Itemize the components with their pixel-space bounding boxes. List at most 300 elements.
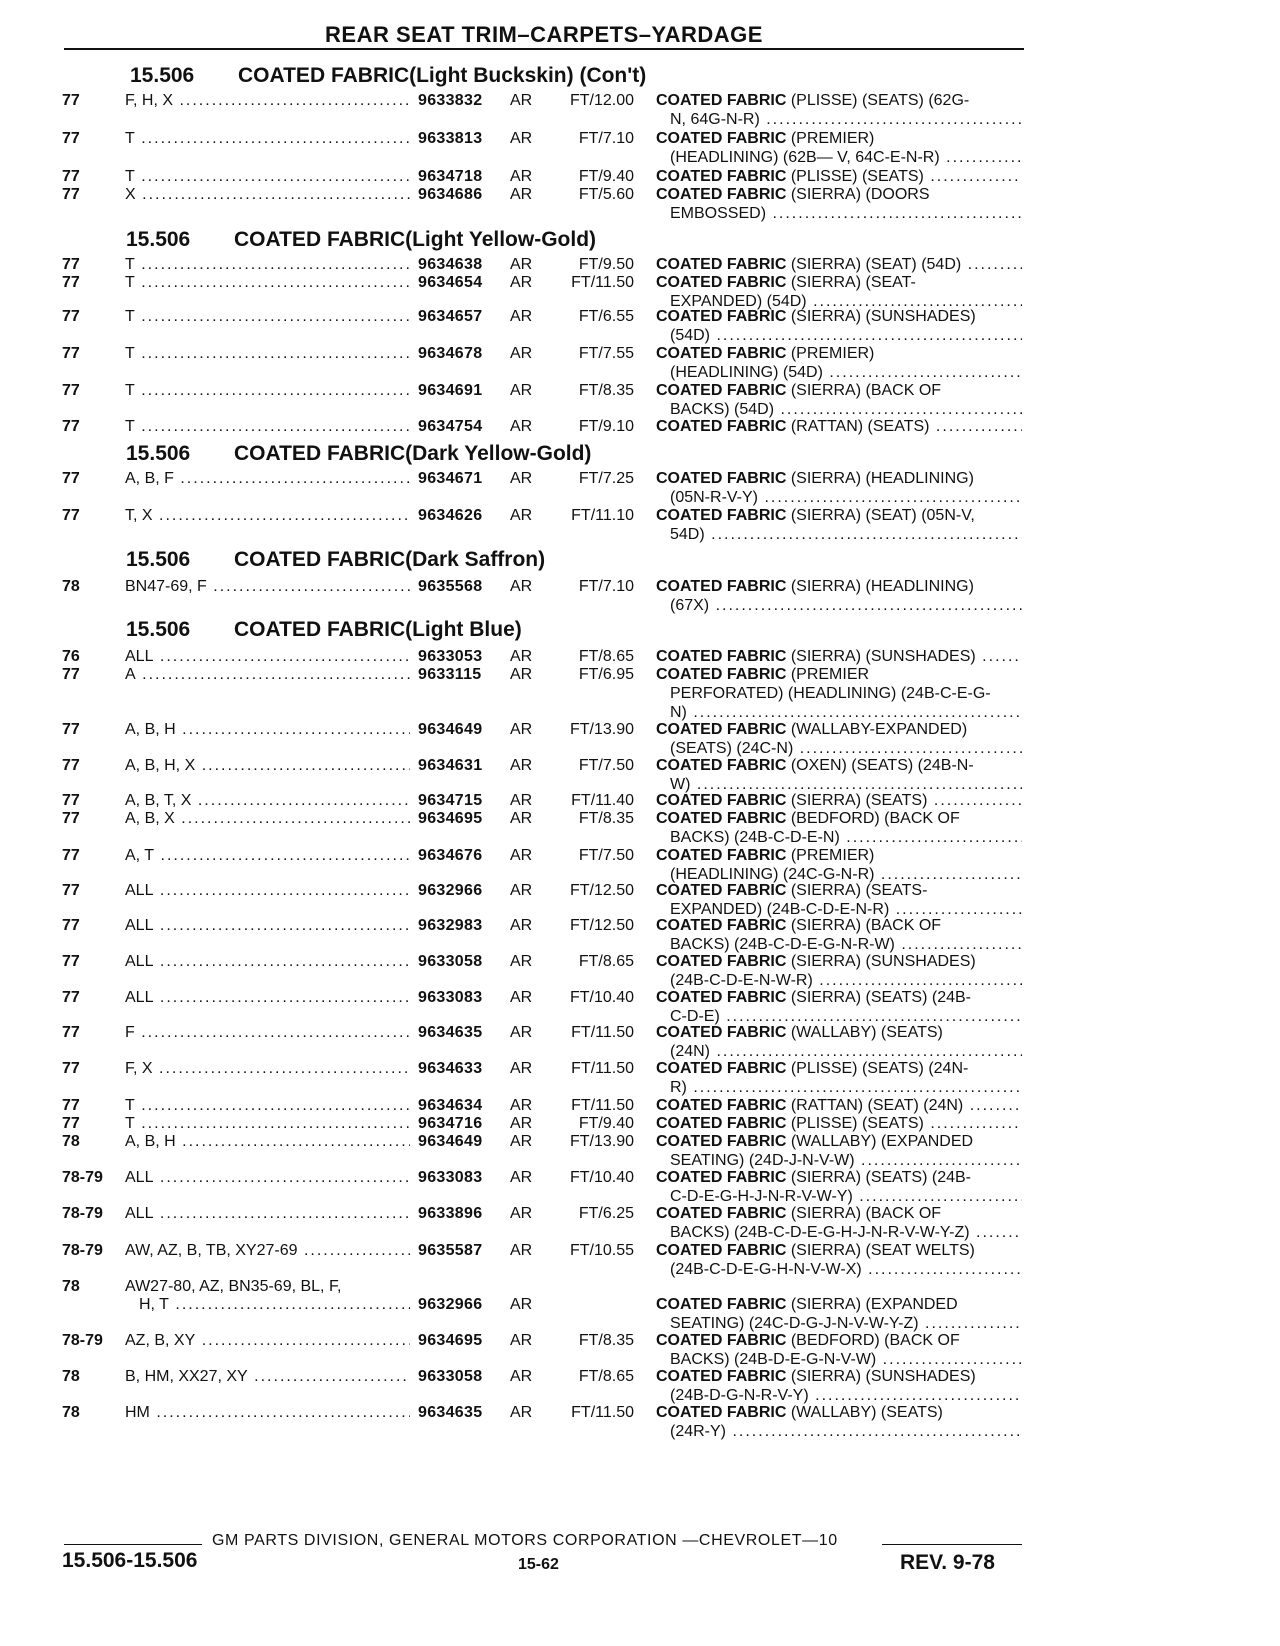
- description: [656, 1114, 1022, 1133]
- part-number: 9634626: [418, 507, 483, 524]
- unit: AR: [510, 1404, 533, 1421]
- section-number: 15.506: [126, 228, 191, 251]
- model-year: 78: [62, 1404, 80, 1421]
- body-style: A, B, H .....: [125, 1132, 410, 1151]
- parts-row: [0, 185, 1280, 222]
- description-text: (PREMIER): [786, 130, 875, 147]
- description-line: (24B-C-D-E-N-W-R) .....: [656, 971, 1022, 990]
- description-keyword: COATED FABRIC: [656, 256, 787, 273]
- unit: AR: [510, 1024, 533, 1041]
- body-style: T .....: [125, 344, 410, 363]
- section-heading: [126, 618, 522, 642]
- unit: AR: [510, 882, 533, 899]
- model-year: 77: [62, 256, 80, 273]
- parts-row: [0, 1403, 1280, 1440]
- description-text: (SIERRA) (SEAT-: [786, 274, 916, 291]
- body-style: F .....: [125, 1023, 410, 1042]
- description-keyword: COATED FABRIC: [656, 989, 787, 1006]
- description-line: [656, 720, 1022, 739]
- parts-row: [0, 417, 1280, 437]
- quantity: FT/7.50: [578, 757, 634, 774]
- section-heading: [126, 228, 596, 252]
- model-year: 77: [62, 418, 80, 435]
- model-year: 77: [62, 130, 80, 147]
- quantity: FT/11.50: [571, 1060, 634, 1077]
- description-line: SEATING) (24D-J-N-V-W) .....: [656, 1151, 1022, 1170]
- description: [656, 1059, 1022, 1097]
- model-year: 77: [62, 917, 80, 934]
- description-line: SEATING) (24C-D-G-J-N-V-W-Y-Z) .....: [656, 1314, 1022, 1333]
- model-year: 77: [62, 1115, 80, 1132]
- description-line: (05N-R-V-Y) .....: [656, 488, 1022, 507]
- quantity: FT/12.50: [569, 882, 634, 899]
- model-year: 77: [62, 345, 80, 362]
- model-year: 77: [62, 989, 80, 1006]
- description-text: (SIERRA) (SEATS) (24B-: [786, 1169, 971, 1186]
- model-year: 77: [62, 1060, 80, 1077]
- description-text: (WALLABY) (SEATS): [786, 1024, 943, 1041]
- description-keyword: COATED FABRIC: [656, 810, 787, 827]
- description: [656, 307, 1022, 345]
- description-keyword: COATED FABRIC: [656, 1404, 787, 1421]
- unit: AR: [510, 345, 533, 362]
- description-line: W) .....: [656, 775, 1022, 794]
- body-style: ALL .....: [125, 1168, 410, 1187]
- section-title: COATED FABRIC(Light Yellow-Gold): [234, 228, 597, 251]
- body-style: T .....: [125, 381, 410, 400]
- parts-row: [0, 307, 1280, 344]
- quantity: FT/7.50: [578, 847, 634, 864]
- description-line: [656, 809, 1022, 828]
- part-number: 9634695: [418, 1332, 483, 1349]
- description-line: [656, 506, 1022, 525]
- model-year: 77: [62, 953, 80, 970]
- description-line: BACKS) (24B-C-D-E-G-H-J-N-R-V-W-Y-Z) .....: [656, 1223, 1022, 1242]
- body-style: AW27-80, AZ, BN35-69, BL, F,: [125, 1278, 342, 1295]
- description-text: (SIERRA) (SEAT WELTS): [786, 1242, 975, 1259]
- description-line: [656, 881, 1022, 900]
- unit: AR: [510, 168, 533, 185]
- revision-label: REV. 9-78: [900, 1551, 995, 1574]
- model-year: 77: [62, 186, 80, 203]
- description: [656, 756, 1022, 794]
- parts-row: [0, 506, 1280, 543]
- unit: AR: [510, 186, 533, 203]
- unit: AR: [510, 256, 533, 273]
- quantity: FT/11.50: [571, 1404, 634, 1421]
- unit: AR: [510, 1115, 533, 1132]
- model-year: 78: [62, 1368, 80, 1385]
- description-line: [656, 185, 1022, 204]
- part-number: 9634634: [418, 1097, 483, 1114]
- parts-row: [0, 91, 1280, 128]
- section-title: COATED FABRIC(Light Buckskin) (Con't): [238, 64, 647, 87]
- description-line: [656, 1367, 1022, 1386]
- description: [656, 1096, 1022, 1115]
- description-line: N) .....: [656, 703, 1022, 722]
- description: [656, 1403, 1022, 1441]
- body-style: T .....: [125, 1096, 410, 1115]
- quantity: FT/9.40: [578, 168, 634, 185]
- parts-row: [0, 273, 1280, 310]
- quantity: FT/10.55: [569, 1242, 634, 1259]
- description: [656, 1331, 1022, 1369]
- description-line: [656, 1114, 1022, 1133]
- description-line: (24B-D-G-N-R-V-Y) .....: [656, 1386, 1022, 1405]
- description-line: [656, 255, 1022, 274]
- description: [656, 1367, 1022, 1405]
- description-text: (PREMIER): [786, 847, 875, 864]
- unit: AR: [510, 1060, 533, 1077]
- description: [656, 988, 1022, 1026]
- quantity: FT/8.65: [578, 953, 634, 970]
- quantity: FT/7.25: [578, 470, 634, 487]
- description-line: [656, 1204, 1022, 1223]
- description-line: [656, 1295, 1022, 1314]
- unit: AR: [510, 274, 533, 291]
- description-text: (SIERRA) (SEATS): [786, 792, 928, 809]
- description-keyword: COATED FABRIC: [656, 1205, 787, 1222]
- description: [656, 255, 1022, 274]
- description: [656, 1295, 1022, 1333]
- part-number: 9634715: [418, 792, 483, 809]
- description-line: [656, 91, 1022, 110]
- quantity: FT/11.50: [571, 1097, 634, 1114]
- body-style: T .....: [125, 307, 410, 326]
- description-keyword: COATED FABRIC: [656, 345, 787, 362]
- section-number: 15.506: [126, 618, 191, 641]
- description-keyword: COATED FABRIC: [656, 1242, 787, 1259]
- description-text: (SIERRA) (DOORS: [786, 186, 930, 203]
- description: [656, 129, 1022, 167]
- description-text: (SIERRA) (SUNSHADES): [786, 1368, 976, 1385]
- model-year: 77: [62, 382, 80, 399]
- unit: AR: [510, 578, 533, 595]
- description-keyword: COATED FABRIC: [656, 792, 787, 809]
- parts-row: [0, 647, 1280, 667]
- description: [656, 1132, 1022, 1170]
- description-line: [656, 167, 1022, 186]
- parts-row: [0, 344, 1280, 381]
- description-line: [656, 1331, 1022, 1350]
- description-keyword: COATED FABRIC: [656, 1115, 787, 1132]
- quantity: FT/13.90: [569, 1133, 634, 1150]
- quantity: FT/11.40: [571, 792, 634, 809]
- section-number: 15.506: [126, 442, 191, 465]
- model-year: 78-79: [62, 1332, 103, 1349]
- body-style: F, X .....: [125, 1059, 410, 1078]
- part-number: 9633058: [418, 1368, 483, 1385]
- quantity: FT/8.65: [578, 648, 634, 665]
- body-style: A, B, T, X .....: [125, 791, 410, 810]
- description-text: (SIERRA) (BACK OF: [786, 917, 942, 934]
- unit: AR: [510, 648, 533, 665]
- description-line: BACKS) (54D) .....: [656, 400, 1022, 419]
- description: [656, 846, 1022, 884]
- body-style: A, T .....: [125, 846, 410, 865]
- parts-row: [0, 809, 1280, 846]
- body-style: A, B, X .....: [125, 809, 410, 828]
- description-line: (HEADLINING) (62B— V, 64C-E-N-R) .....: [656, 148, 1022, 167]
- description-line: 54D) .....: [656, 525, 1022, 544]
- description-line: BACKS) (24B-C-D-E-G-N-R-W) .....: [656, 935, 1022, 954]
- description-text: (SIERRA) (SEATS) (24B-: [786, 989, 971, 1006]
- description-keyword: COATED FABRIC: [656, 1169, 787, 1186]
- unit: AR: [510, 847, 533, 864]
- body-style: A, B, H, X .....: [125, 756, 410, 775]
- description-line: [656, 1241, 1022, 1260]
- description-keyword: COATED FABRIC: [656, 953, 787, 970]
- description: [656, 344, 1022, 382]
- quantity: FT/8.35: [578, 1332, 634, 1349]
- description: [656, 720, 1022, 758]
- unit: AR: [510, 1097, 533, 1114]
- model-year: 77: [62, 1097, 80, 1114]
- description-text: (SIERRA) (SEAT) (05N-V,: [786, 507, 975, 524]
- description: [656, 1204, 1022, 1242]
- description-keyword: COATED FABRIC: [656, 274, 787, 291]
- body-style: ALL .....: [125, 916, 410, 935]
- description-line: [656, 469, 1022, 488]
- model-year: 77: [62, 1024, 80, 1041]
- parts-row: [0, 1204, 1280, 1241]
- body-style: AZ, B, XY .....: [125, 1331, 410, 1350]
- description-text: (SIERRA) (HEADLINING): [786, 578, 974, 595]
- quantity: FT/10.40: [569, 989, 634, 1006]
- description: [656, 1023, 1022, 1061]
- parts-row: [0, 1023, 1280, 1060]
- description-line: N, 64G-N-R) .....: [656, 110, 1022, 129]
- description-text: (SIERRA) (SEAT) (54D): [786, 256, 962, 273]
- description-line: [656, 846, 1022, 865]
- quantity: FT/5.60: [578, 186, 634, 203]
- body-style: B, HM, XX27, XY .....: [125, 1367, 410, 1386]
- description-line: (SEATS) (24C-N) .....: [656, 739, 1022, 758]
- description-line: [656, 577, 1022, 596]
- parts-row: [0, 577, 1280, 614]
- description-text: (SIERRA) (SUNSHADES): [786, 648, 976, 665]
- quantity: FT/12.50: [569, 917, 634, 934]
- body-style-cont: H, T .....: [125, 1295, 410, 1314]
- part-number: 9634691: [418, 382, 483, 399]
- description-keyword: COATED FABRIC: [656, 1368, 787, 1385]
- description-line: [656, 381, 1022, 400]
- unit: AR: [510, 130, 533, 147]
- description: [656, 167, 1022, 186]
- description-keyword: COATED FABRIC: [656, 648, 787, 665]
- description-text: (SIERRA) (EXPANDED: [786, 1296, 958, 1313]
- section-number: 15.506: [130, 64, 195, 87]
- parts-row: [0, 1367, 1280, 1404]
- description-keyword: COATED FABRIC: [656, 1332, 787, 1349]
- description-text: (SIERRA) (HEADLINING): [786, 470, 974, 487]
- description-keyword: COATED FABRIC: [656, 470, 787, 487]
- header-rule: [64, 48, 1024, 50]
- parts-row: [0, 846, 1280, 883]
- unit: AR: [510, 666, 533, 683]
- parts-row: [0, 720, 1280, 757]
- page-title: REAR SEAT TRIM–CARPETS–YARDAGE: [325, 22, 763, 47]
- quantity: FT/7.55: [578, 345, 634, 362]
- part-number: 9633083: [418, 989, 483, 1006]
- body-style: A .....: [125, 665, 410, 684]
- footer-rule-left: [64, 1544, 202, 1545]
- quantity: FT/8.35: [578, 382, 634, 399]
- description-line: (54D) .....: [656, 326, 1022, 345]
- description-line: [656, 988, 1022, 1007]
- part-number: 9632966: [418, 1296, 483, 1313]
- model-year: 77: [62, 666, 80, 683]
- description-line: (24R-Y) .....: [656, 1422, 1022, 1441]
- unit: AR: [510, 1296, 533, 1313]
- part-number: 9634718: [418, 168, 483, 185]
- description: [656, 273, 1022, 311]
- model-year: 78-79: [62, 1169, 103, 1186]
- body-style: ALL .....: [125, 647, 410, 666]
- model-year: 77: [62, 721, 80, 738]
- description-text: (WALLABY) (SEATS): [786, 1404, 943, 1421]
- quantity: FT/9.10: [578, 418, 634, 435]
- description-line: BACKS) (24B-C-D-E-N) .....: [656, 828, 1022, 847]
- quantity: FT/11.10: [571, 507, 634, 524]
- description-keyword: COATED FABRIC: [656, 92, 787, 109]
- parts-row: [0, 381, 1280, 418]
- description-line: [656, 916, 1022, 935]
- model-year: 78: [62, 1278, 80, 1295]
- parts-row: [0, 791, 1280, 811]
- part-number: 9634635: [418, 1404, 483, 1421]
- quantity: FT/12.00: [569, 92, 634, 109]
- model-year: 77: [62, 168, 80, 185]
- description-keyword: COATED FABRIC: [656, 382, 787, 399]
- unit: AR: [510, 1169, 533, 1186]
- part-number: 9634716: [418, 1115, 483, 1132]
- body-style: T, X .....: [125, 506, 410, 525]
- body-style: F, H, X .....: [125, 91, 410, 110]
- description: [656, 185, 1022, 223]
- unit: AR: [510, 1133, 533, 1150]
- model-year: 76: [62, 648, 80, 665]
- description-text: (WALLABY) (EXPANDED: [786, 1133, 974, 1150]
- part-number: 9633115: [418, 666, 482, 683]
- part-number: 9632983: [418, 917, 483, 934]
- description: [656, 952, 1022, 990]
- description-keyword: COATED FABRIC: [656, 757, 787, 774]
- parts-row: [0, 1096, 1280, 1116]
- description-line: [656, 273, 1022, 292]
- description: [656, 506, 1022, 544]
- part-number: 9634754: [418, 418, 483, 435]
- part-number: 9634635: [418, 1024, 483, 1041]
- description-line: EMBOSSED) .....: [656, 204, 1022, 223]
- description-line: C-D-E) .....: [656, 1007, 1022, 1026]
- description: [656, 91, 1022, 129]
- part-number: 9634654: [418, 274, 483, 291]
- description-line: (24N) .....: [656, 1042, 1022, 1061]
- model-year: 77: [62, 470, 80, 487]
- part-number: 9633058: [418, 953, 483, 970]
- parts-row: [0, 469, 1280, 506]
- description-line: R) .....: [656, 1078, 1022, 1097]
- description-text: (SIERRA) (SUNSHADES): [786, 308, 976, 325]
- parts-row: [0, 881, 1280, 918]
- part-number: 9633053: [418, 648, 483, 665]
- section-number: 15.506: [126, 548, 191, 571]
- model-year: 77: [62, 274, 80, 291]
- unit: AR: [510, 382, 533, 399]
- description-text: (PLISSE) (SEATS) (24N-: [786, 1060, 969, 1077]
- description-line: [656, 1168, 1022, 1187]
- description: [656, 791, 1022, 810]
- body-style: T .....: [125, 167, 410, 186]
- description-line: [656, 647, 1022, 666]
- section-heading: [130, 64, 646, 88]
- section-heading: [126, 548, 545, 572]
- description-text: (SIERRA) (BACK OF: [786, 382, 942, 399]
- parts-row: [0, 1059, 1280, 1096]
- unit: AR: [510, 92, 533, 109]
- model-year: 77: [62, 92, 80, 109]
- quantity: FT/6.55: [578, 308, 634, 325]
- description-keyword: COATED FABRIC: [656, 882, 787, 899]
- description-line: (HEADLINING) (24C-G-N-R) .....: [656, 865, 1022, 884]
- quantity: FT/7.10: [578, 578, 634, 595]
- description: [656, 665, 1022, 722]
- description-line: BACKS) (24B-D-E-G-N-V-W) .....: [656, 1350, 1022, 1369]
- part-number: 9634638: [418, 256, 483, 273]
- quantity: FT/13.90: [569, 721, 634, 738]
- description-keyword: COATED FABRIC: [656, 666, 787, 683]
- section-title: COATED FABRIC(Dark Yellow-Gold): [234, 442, 592, 465]
- part-number: 9633813: [418, 130, 483, 147]
- parts-row: [0, 129, 1280, 166]
- description: [656, 809, 1022, 847]
- description-keyword: COATED FABRIC: [656, 186, 787, 203]
- parts-row: [0, 1277, 1280, 1332]
- part-number: 9634649: [418, 1133, 483, 1150]
- description-text: (PLISSE) (SEATS): [786, 1115, 924, 1132]
- description-line: (HEADLINING) (54D) .....: [656, 363, 1022, 382]
- quantity: FT/11.50: [571, 1024, 634, 1041]
- part-number: 9635587: [418, 1242, 483, 1259]
- part-number: 9634671: [418, 470, 483, 487]
- description: [656, 1168, 1022, 1206]
- description-keyword: COATED FABRIC: [656, 1060, 787, 1077]
- description-line: [656, 344, 1022, 363]
- description-text: (SIERRA) (BACK OF: [786, 1205, 942, 1222]
- parts-row: [0, 1132, 1280, 1169]
- part-number: 9634678: [418, 345, 483, 362]
- body-style: BN47-69, F .....: [125, 577, 410, 596]
- description: [656, 1241, 1022, 1279]
- description-line: PERFORATED) (HEADLINING) (24B-C-E-G-: [670, 685, 991, 702]
- description-text: (BEDFORD) (BACK OF: [786, 810, 960, 827]
- part-number: 9635568: [418, 578, 483, 595]
- description: [656, 647, 1022, 666]
- description-text: (BEDFORD) (BACK OF: [786, 1332, 960, 1349]
- unit: AR: [510, 810, 533, 827]
- description-line: [656, 791, 1022, 810]
- description-text: (PREMIER): [786, 345, 875, 362]
- unit: AR: [510, 1332, 533, 1349]
- part-number: 9633832: [418, 92, 483, 109]
- description-keyword: COATED FABRIC: [656, 130, 787, 147]
- part-number: 9634676: [418, 847, 483, 864]
- part-number: 9634695: [418, 810, 483, 827]
- quantity: FT/10.40: [569, 1169, 634, 1186]
- description-line: [656, 1132, 1022, 1151]
- body-style: ALL .....: [125, 881, 410, 900]
